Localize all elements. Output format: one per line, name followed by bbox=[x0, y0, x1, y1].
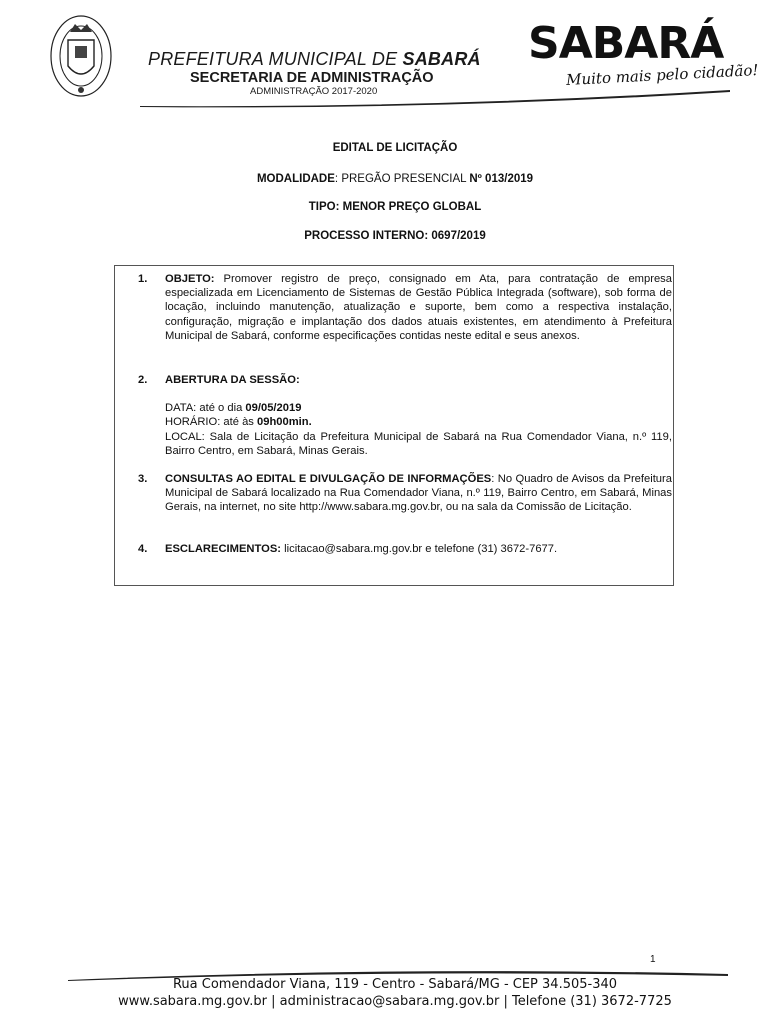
brand-tagline: Muito mais pelo cidadão! bbox=[565, 60, 759, 90]
header-swoosh-line bbox=[140, 88, 730, 108]
item-body: ABERTURA DA SESSÃO: DATA: até o dia 09/05/2019 HORÁRIO: até às 09h00min. LOCAL: Sala de Licitação da Prefeitura Municipal de Sabará na Rua Comendador Viana, n.º 119, Bairro Centro, em Sabará, Minas Gerais. bbox=[165, 374, 672, 457]
municipal-seal-icon bbox=[48, 10, 114, 100]
item-body: ESCLARECIMENTOS: licitacao@sabara.mg.gov.br e telefone (31) 3672-7677. bbox=[165, 543, 558, 555]
administracao-subtitle: ADMINISTRAÇÃO 2017-2020 bbox=[250, 86, 378, 97]
modalidade-line: MODALIDADE: PREGÃO PRESENCIAL Nº 013/2019 bbox=[256, 173, 534, 185]
tipo-line: TIPO: MENOR PREÇO GLOBAL bbox=[308, 201, 482, 213]
item-number: 1. bbox=[138, 273, 148, 285]
item-number: 2. bbox=[138, 374, 148, 386]
item-body: CONSULTAS AO EDITAL E DIVULGAÇÃO DE INFORMAÇÕES: No Quadro de Avisos da Prefeitura Municipal de Sabará localizado na Rua Comendador Viana, n.º 119, Bairro Centro, em Sabará, Minas Gerais, na internet, no site http://www.sabara.mg.gov.br, ou na sala da Comissão de Licitação. bbox=[165, 473, 672, 514]
edital-title: EDITAL DE LICITAÇÃO bbox=[332, 142, 458, 154]
item-body: OBJETO: Promover registro de preço, consignado em Ata, para contratação de empresa especializada em Licenciamento de Sistemas de Gestão Pública Integrada (software), sob forma de locação, incluindo manutenção, atualização e suporte, bem como a respectiva instalação, configuração, migração e implantação dos dados atuais existentes, em atendimento à Prefeitura Municipal de Sabará, conforme especificações contidas neste edital e seus anexos. bbox=[165, 273, 672, 342]
prefeitura-title: PREFEITURA MUNICIPAL DE SABARÁ bbox=[148, 49, 481, 69]
item-number: 3. bbox=[138, 473, 148, 485]
page-number: 1 bbox=[650, 954, 656, 965]
item-number: 4. bbox=[138, 543, 148, 555]
brand-logo: SABARÁ bbox=[528, 18, 724, 69]
footer-contacts: www.sabara.mg.gov.br | administracao@sabara.mg.gov.br | Telefone (31) 3672-7725 bbox=[118, 994, 672, 1009]
footer-address: Rua Comendador Viana, 119 - Centro - Sabará/MG - CEP 34.505-340 bbox=[172, 977, 618, 992]
secretaria-title: SECRETARIA DE ADMINISTRAÇÃO bbox=[190, 70, 434, 86]
processo-line: PROCESSO INTERNO: 0697/2019 bbox=[304, 230, 486, 242]
